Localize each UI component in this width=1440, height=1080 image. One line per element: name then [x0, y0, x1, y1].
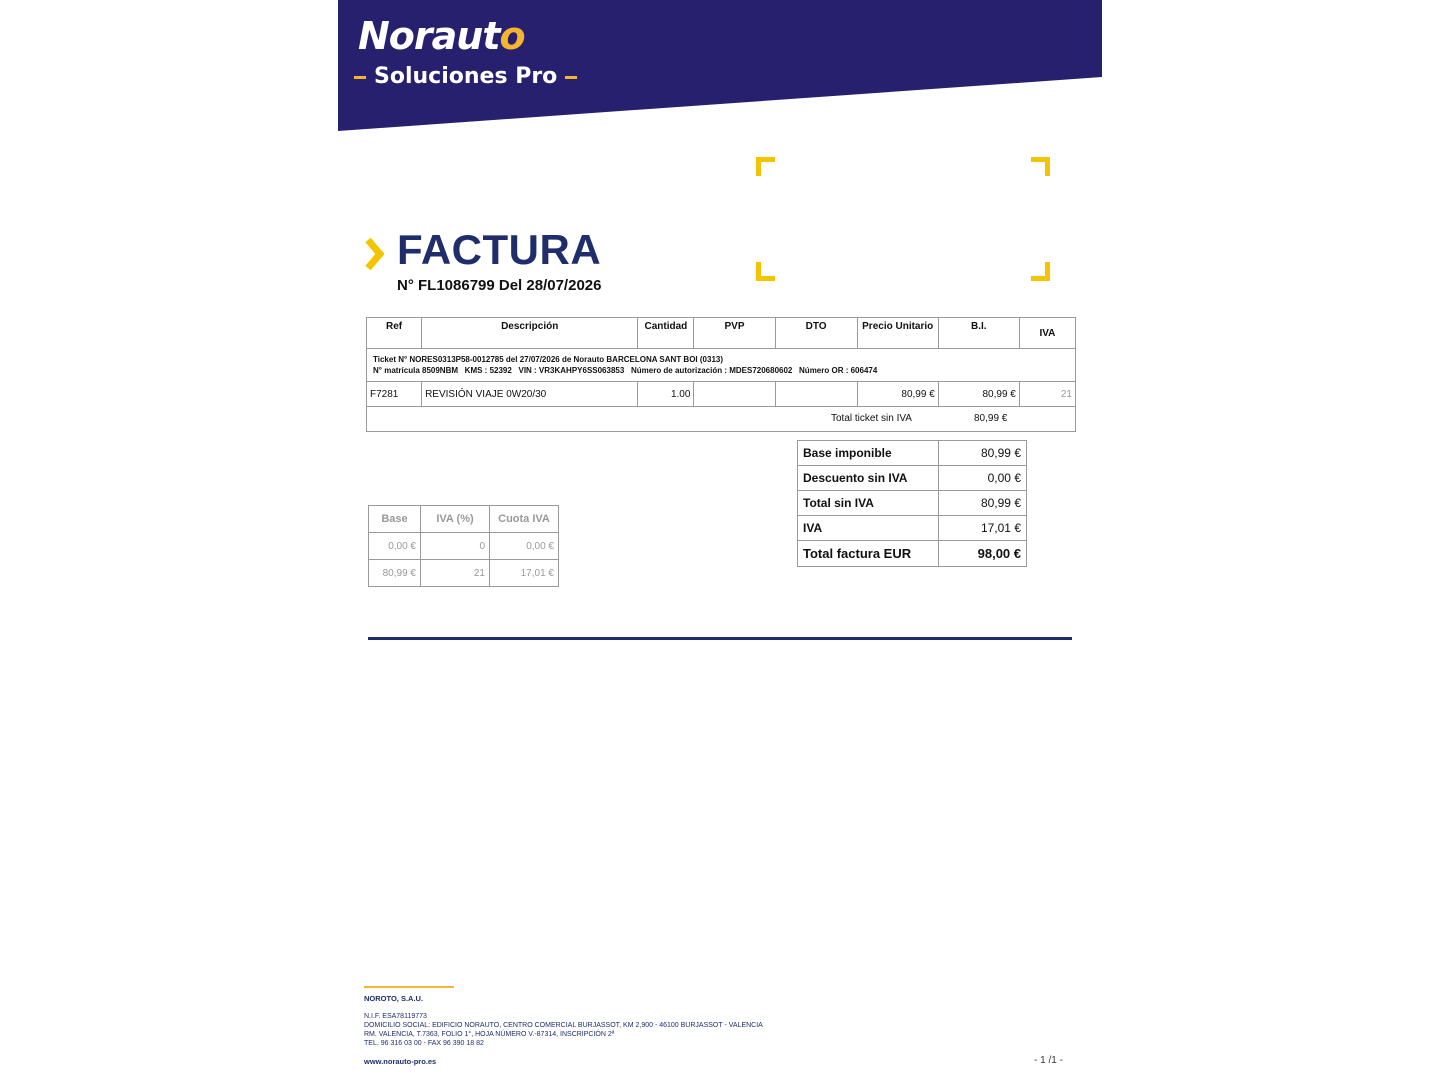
item-bi: 80,99 € — [938, 382, 1019, 407]
dash-icon — [565, 76, 577, 79]
table-row — [369, 533, 559, 560]
corner-bracket-icon — [1031, 157, 1050, 176]
table-header-row — [367, 318, 1076, 349]
footer-website-link[interactable]: www.norauto-pro.es — [364, 1057, 437, 1066]
col-header-pvp: PVP — [694, 318, 775, 349]
totals-label: Descuento sin IVA — [798, 466, 939, 491]
col-header-dto: DTO — [775, 318, 857, 349]
tax-header-row — [369, 506, 559, 533]
tax-base: 80,99 € — [369, 560, 421, 587]
ticket-total-cell — [367, 407, 1076, 432]
totals-row-subtotal — [798, 491, 1027, 516]
ticket-total-label: Total ticket sin IVA — [831, 413, 912, 424]
ticket-line-2: N° matrícula 8509NBM KMS : 52392 VIN : VR3KAHPY6SS063853 Número de autorización : MDES720680602 Número OR : 606474 — [373, 366, 878, 375]
item-ref: F7281 — [367, 382, 422, 407]
brand-subtitle-text: Soluciones Pro — [374, 64, 558, 89]
totals-label: IVA — [798, 516, 939, 541]
col-header-ref: Ref — [367, 318, 422, 349]
col-header-unit-price: Precio Unitario — [857, 318, 938, 349]
totals-table — [797, 440, 1027, 567]
page-number: - 1 /1 - — [1034, 1055, 1063, 1066]
brand-name-accent: o — [499, 14, 525, 58]
invoice-page — [338, 0, 1102, 1080]
chevron-right-icon — [364, 236, 384, 272]
brand-subtitle — [346, 64, 585, 89]
totals-row-base — [798, 441, 1027, 466]
footer-nif: N.I.F. ESA78119773 — [364, 1013, 427, 1020]
brand-name: Norauto — [358, 14, 525, 58]
totals-row-grand-total — [798, 541, 1027, 567]
tax-rate: 21 — [421, 560, 490, 587]
tax-amount: 17,01 € — [490, 560, 559, 587]
item-description: REVISIÓN VIAJE 0W20/30 — [422, 382, 638, 407]
tax-header-base: Base — [369, 506, 421, 533]
ticket-info-cell — [367, 349, 1076, 382]
grand-total-value: 98,00 € — [939, 541, 1027, 567]
totals-row-discount — [798, 466, 1027, 491]
line-items-table — [366, 317, 1076, 432]
footer-address: DOMICILIO SOCIAL: EDIFICIO NORAUTO, CENTRO COMERCIAL BURJASSOT, KM 2,900 - 46100 BURJASSOT - VALENCIA — [364, 1022, 763, 1029]
grand-total-label: Total factura EUR — [798, 541, 939, 567]
ticket-info-row — [367, 349, 1076, 382]
tax-header-rate: IVA (%) — [421, 506, 490, 533]
divider — [368, 637, 1072, 640]
tax-header-amount: Cuota IVA — [490, 506, 559, 533]
totals-value: 80,99 € — [939, 491, 1027, 516]
totals-value: 0,00 € — [939, 466, 1027, 491]
tax-amount: 0,00 € — [490, 533, 559, 560]
col-header-iva: IVA — [1019, 318, 1075, 349]
corner-bracket-icon — [756, 262, 775, 281]
table-row — [369, 560, 559, 587]
footer-accent-line — [364, 986, 454, 988]
item-iva: 21 — [1019, 382, 1075, 407]
col-header-bi: B.I. — [938, 318, 1019, 349]
item-quantity: 1.00 — [638, 382, 694, 407]
totals-label: Total sin IVA — [798, 491, 939, 516]
footer-registry: RM. VALENCIA, T.7363, FOLIO 1°, HOJA NÚMERO V.-87314, INSCRIPCIÓN 2ª — [364, 1031, 615, 1038]
ticket-total-value: 80,99 € — [974, 413, 1008, 424]
tax-rate: 0 — [421, 533, 490, 560]
item-dto — [775, 382, 857, 407]
tax-base: 0,00 € — [369, 533, 421, 560]
totals-row-iva — [798, 516, 1027, 541]
footer-legal-info — [364, 1012, 763, 1048]
invoice-title: FACTURA — [397, 226, 602, 273]
item-unit-price: 80,99 € — [857, 382, 938, 407]
totals-value: 80,99 € — [939, 441, 1027, 466]
table-row — [367, 382, 1076, 407]
item-pvp — [694, 382, 775, 407]
corner-bracket-icon — [756, 157, 775, 176]
corner-bracket-icon — [1031, 262, 1050, 281]
footer-company: NOROTO, S.A.U. — [364, 994, 424, 1003]
totals-value: 17,01 € — [939, 516, 1027, 541]
tax-breakdown-table — [368, 505, 559, 587]
invoice-number: N° FL1086799 Del 28/07/2026 — [397, 277, 602, 294]
col-header-description: Descripción — [422, 318, 638, 349]
col-header-quantity: Cantidad — [638, 318, 694, 349]
ticket-line-1: Ticket N° NORES0313P58-0012785 del 27/07/2026 de Norauto BARCELONA SANT BOI (0313) — [373, 355, 724, 364]
dash-icon — [354, 76, 366, 79]
footer-phone: TEL. 96 316 03 00 - FAX 96 390 18 82 — [364, 1040, 484, 1047]
brand-logo — [358, 14, 525, 58]
ticket-total-row — [367, 407, 1076, 432]
totals-label: Base imponible — [798, 441, 939, 466]
